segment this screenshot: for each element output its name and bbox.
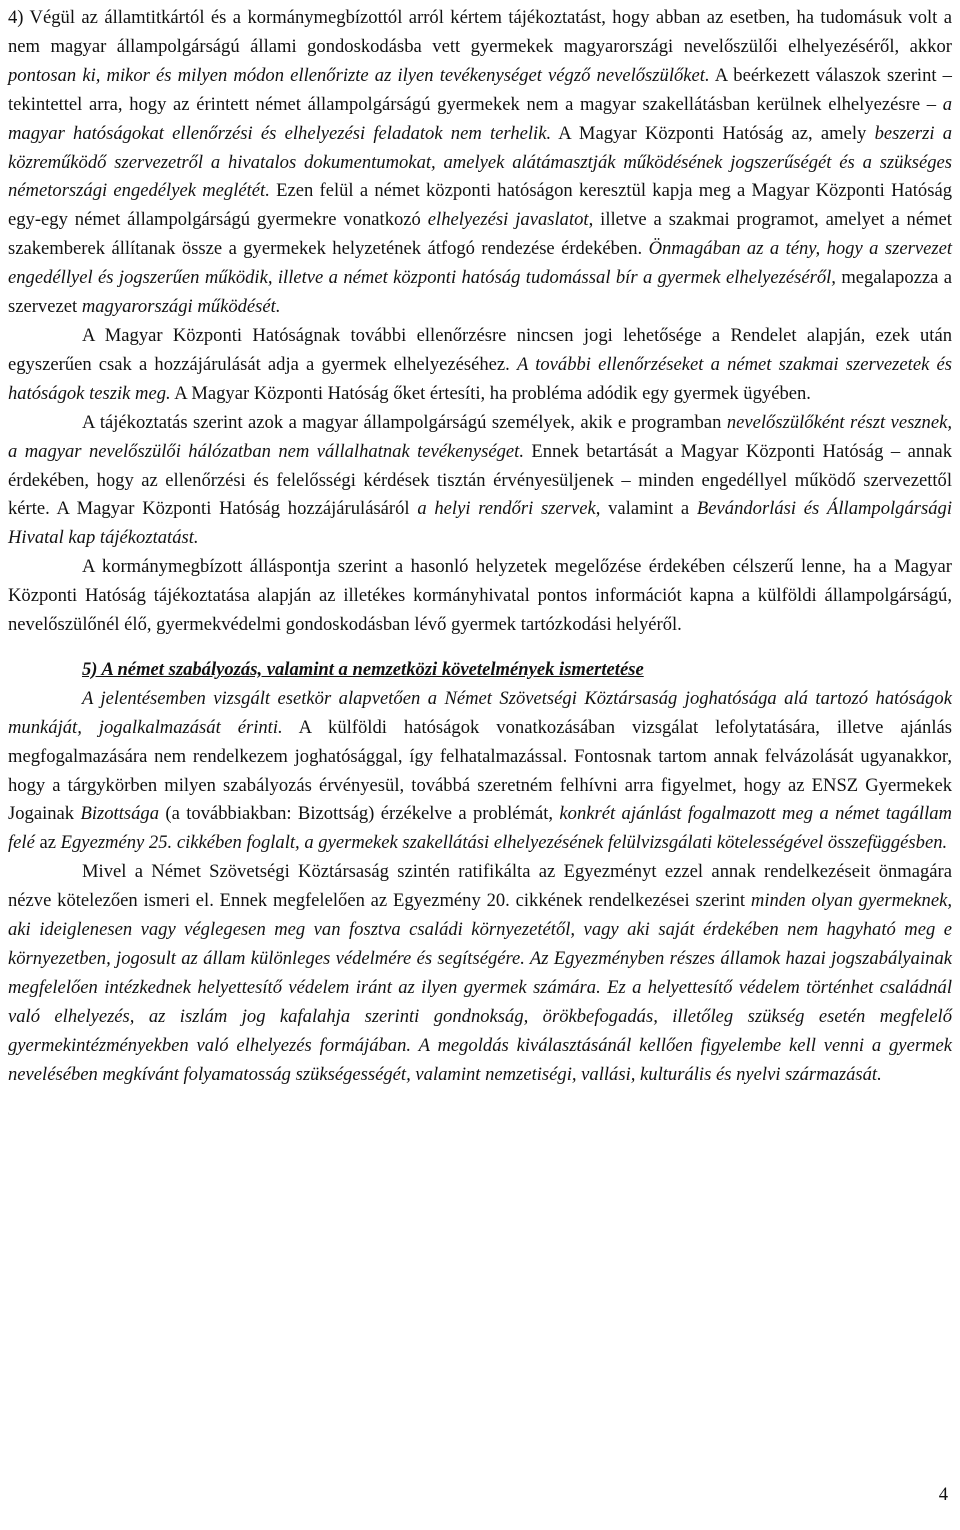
emphasized-text: A további ellenőrzéseket a német szakmai szervezetek és hatóságok teszik meg.: [8, 353, 953, 404]
text-run: az: [34, 832, 61, 854]
emphasized-text: minden olyan gyermeknek, aki ideiglenesen vagy véglegesen meg van fosztva családi környezetétől, vagy aki saját érdekében nem hagyható meg e környezetben, jogosult az állam különleges védelmére és segítségére. Az Egyezményben részes államok hazai jogszabályainak megfelelően intézkednek helyettesítő védelem iránt az ilyen gyermek számára. Ez a helyettesítő védelem történhet családnál való elhelyezés, az iszlám jog kafalahja szerinti gondnokság, örökbefogadás, illetőleg szükség esetén megfelelő gyermekintézményekben való elhelyezés formájában. A megoldás kiválasztásánál kellően figyelembe kell venni a gyermek nevelésében megkívánt folyamatosság szükségességét, valamint nemzetiségi, vallási, kulturális és nyelvi származását.: [8, 890, 952, 1085]
emphasized-text: konkrét ajánlást fogalmazott meg a német tagállam felé: [8, 803, 952, 854]
text-run: A Magyar Központi Hatóság őket értesíti, ha probléma adódik egy gyermek ügyében.: [170, 382, 811, 404]
paragraph-convention-article-20: [8, 858, 952, 1089]
emphasized-text: beszerzi a közreműködő szervezetről a hivatalos dokumentumokat, amelyek alátámasztják működésének jogszerűségét és a szükséges németországi engedélyek meglétét.: [8, 122, 953, 202]
paragraph-central-authority-control: [8, 322, 952, 409]
section-heading-5: 5) A német szabályozás, valamint a nemzetközi követelmények ismertetése: [82, 658, 644, 680]
text-run: Ezen felül a német központi hatóságon keresztül kapja meg a Magyar Központi Hatóság egy-egy német állampolgárságú gyermekre vonatkozó: [8, 180, 952, 231]
text-run: A tájékoztatás szerint azok a magyar állampolgárságú személyek, akik e programban: [82, 411, 727, 433]
text-run: megalapozza a szervezet: [8, 267, 953, 318]
text-run: Mivel a Német Szövetségi Köztársaság szintén ratifikálta az Egyezményt ezzel annak rendelkezéseit önmagára nézve kötelezően ismeri el. Ennek megfelelően az Egyezmény 20. cikkének rendelkezései szerint: [8, 861, 952, 912]
paragraph-german-regulation: [8, 685, 952, 858]
text-run: A Magyar Központi Hatóság az, amely: [551, 122, 875, 144]
text-run: A külföldi hatóságok vonatkozásában vizsgálat lefolytatására, illetve ajánlás megfogalmazására nem rendelkezem joghatósággal, így felhatalmazással. Fontosnak tartom annak felvázolását ugyanakkor, hogy a tárgykörben milyen szabályozás érvényesül, továbbá szeretném felhívni arra figyelmet, hogy az ENSZ Gyermekek Jogainak: [8, 716, 952, 825]
text-run: Ennek betartását a Magyar Központi Hatóság – annak érdekében, hogy az ellenőrzési és felelősségi kérdések tisztán érvényesüljenek – minden engedéllyel működő szervezettől kérte. A Magyar Központi Hatóság hozzájárulásáról: [8, 440, 952, 520]
emphasized-text: pontosan ki, mikor és milyen módon ellenőrizte az ilyen tevékenységet végző nevelőszülőket.: [8, 64, 710, 86]
emphasized-text: a magyar hatóságokat ellenőrzési és elhelyezési feladatok nem terhelik.: [8, 93, 952, 144]
emphasized-text: Egyezmény 25. cikkében foglalt, a gyermekek szakellátási elhelyezésének felülvizsgálati kötelességével összefüggésben.: [60, 832, 948, 854]
page-number: 4: [938, 1484, 948, 1505]
emphasized-text: A jelentésemben vizsgált esetkör alapvetően a Német Szövetségi Köztársaság joghatósága alá tartozó hatóságok munkáját, jogalkalmazását érinti.: [8, 687, 952, 738]
text-run: A beérkezett válaszok szerint – tekintettel arra, hogy az érintett német állampolgárságú gyermekek nem a magyar szakellátásban kerülnek elhelyezésre –: [8, 64, 952, 115]
paragraph-foster-parent-information: [8, 409, 952, 554]
text-run: , illetve a szakmai programot, amelyet a német szakemberek állítanak össze a gyermekek helyzetének átfogó rendezése érdekében.: [8, 209, 952, 260]
emphasized-text: elhelyezési javaslatot: [427, 209, 589, 231]
emphasized-text: Bevándorlási és Állampolgársági Hivatal kap tájékoztatást.: [8, 498, 952, 549]
text-run: , valamint a: [595, 498, 697, 520]
paragraph-government-commissioner-opinion: [8, 553, 952, 640]
text-run: 4) Végül az államtitkártól és a kormánymegbízottól arról kértem tájékoztatást, hogy abban az esetben, ha tudomásuk volt a nem magyar állampolgárságú állami gondoskodásba vett gyermekek magyarországi nevelőszülői elhelyezéséről, akkor: [8, 7, 952, 57]
emphasized-text: nevelőszülőként részt vesznek, a magyar nevelőszülői hálózatban nem vállalhatnak tevékenységet.: [8, 411, 952, 462]
text-run: (a továbbiakban: Bizottság) érzékelve a problémát,: [159, 803, 560, 825]
text-run: A kormánymegbízott álláspontja szerint a hasonló helyzetek megelőzése érdekében célszerű lenne, ha a Magyar Központi Hatóság tájékoztatása alapján az illetékes kormányhivatal pontos információt kapna a külföldi állampolgárságú, nevelőszülőnél élő, gyermekvédelmi gondoskodásban lévő gyermek tartózkodási helyéről.: [8, 556, 952, 636]
emphasized-text: Önmagában az a tény, hogy a szervezet engedéllyel és jogszerűen működik, illetve a német központi hatóság tudomással bír a gyermek elhelyezéséről,: [8, 238, 952, 289]
emphasized-text: a helyi rendőri szervek: [417, 498, 596, 520]
paragraph-section-4-intro: [8, 4, 952, 322]
text-run: A Magyar Központi Hatóságnak további ellenőrzésre nincsen jogi lehetősége a Rendelet alapján, ezek után egyszerűen csak a hozzájárulását adja a gyermek elhelyezéséhez.: [8, 324, 952, 375]
emphasized-text: Bizottsága: [80, 803, 159, 825]
emphasized-text: magyarországi működését.: [81, 296, 281, 318]
